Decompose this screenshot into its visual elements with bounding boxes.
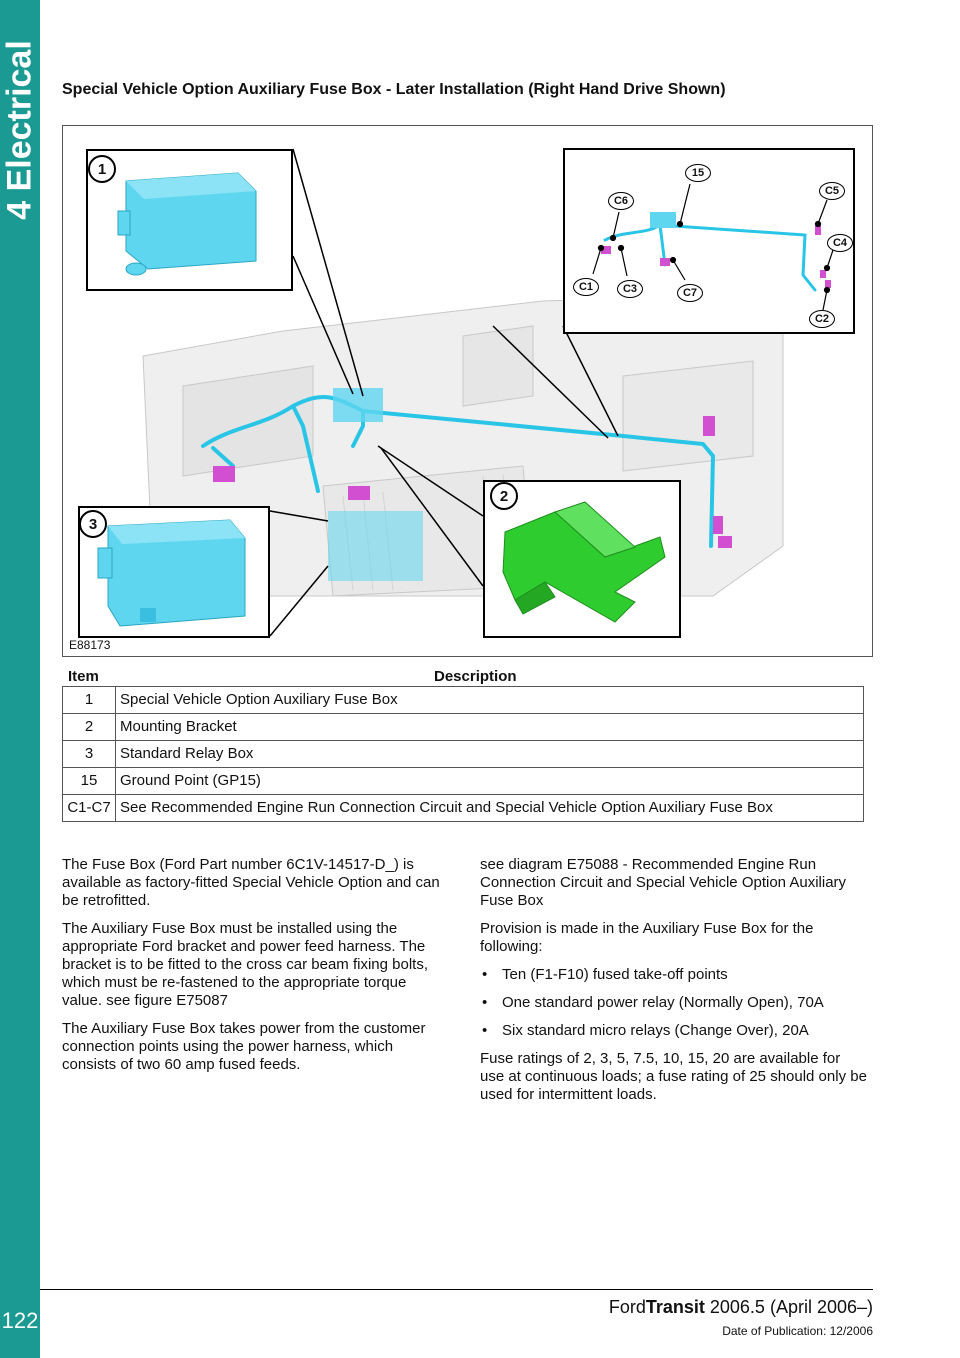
item-number: 1 (63, 687, 116, 714)
item-description: Standard Relay Box (116, 741, 864, 768)
connector-label-c4: C4 (827, 234, 853, 252)
item-number: 3 (63, 741, 116, 768)
section-title: 4 Electrical (0, 40, 39, 220)
body-paragraph: Provision is made in the Auxiliary Fuse Box for the following: (480, 920, 814, 955)
item-description: Special Vehicle Option Auxiliary Fuse Box (116, 687, 864, 714)
callout-1: 1 (88, 155, 116, 183)
footer-title (609, 1297, 873, 1318)
footer-divider (40, 1289, 873, 1290)
item-description: Ground Point (GP15) (116, 768, 864, 795)
connector-label-c6: C6 (608, 192, 634, 210)
item-description: See Recommended Engine Run Connection Circuit and Special Vehicle Option Auxiliary Fuse Box (116, 795, 864, 822)
body-paragraph: The Fuse Box (Ford Part number 6C1V-14517-D_) is available as factory-fitted Special Vehicle Option and can be retrofitted. (62, 856, 440, 909)
item-number: C1-C7 (63, 795, 116, 822)
section-tab (0, 0, 40, 1358)
table-row (63, 741, 864, 768)
list-item: • Ten (F1-F10) fused take-off points (480, 966, 868, 984)
connector-label-15: 15 (685, 164, 711, 182)
item-number: 15 (63, 768, 116, 795)
provision-list (480, 966, 868, 1040)
table-row (63, 795, 864, 822)
page-number: 122 (1, 1308, 39, 1333)
table-row (63, 687, 864, 714)
body-left-column (62, 856, 450, 1084)
table-row (63, 714, 864, 741)
callout-3: 3 (79, 510, 107, 538)
connector-label-c5: C5 (819, 182, 845, 200)
body-paragraph: see diagram E75088 - Recommended Engine Run Connection Circuit and Special Vehicle Option Auxiliary Fuse Box (480, 856, 847, 909)
figure-id: E88173 (69, 638, 111, 652)
publication-date: Date of Publication: 12/2006 (722, 1324, 873, 1338)
items-table (62, 686, 864, 822)
connector-label-c1: C1 (573, 278, 599, 296)
body-paragraph: The Auxiliary Fuse Box takes power from the customer connection points using the power harness, which consists of two 60 amp fused feeds. (62, 1020, 426, 1073)
connector-label-c3: C3 (617, 280, 643, 298)
body-paragraph: The Auxiliary Fuse Box must be installed using the appropriate Ford bracket and power feed harness. The bracket is to be fitted to the cross car beam fixing bolts, which must be re-fastened to the appropriate torque value. see figure E75087 (62, 920, 429, 1009)
footer-brand: Ford (608, 1297, 646, 1317)
figure-illustration (62, 125, 873, 657)
item-description: Mounting Bracket (116, 714, 864, 741)
list-item: • One standard power relay (Normally Open), 70A (480, 994, 868, 1012)
body-paragraph: Fuse ratings of 2, 3, 5, 7.5, 10, 15, 20 are available for use at continuous loads; a fuse rating of 25 should only be used for intermittent loads. (480, 1050, 867, 1103)
table-row (63, 768, 864, 795)
body-right-column (480, 856, 868, 1114)
footer-model: Transit (645, 1297, 705, 1317)
callout-2: 2 (490, 482, 518, 510)
connector-label-c7: C7 (677, 284, 703, 302)
footer-edition: 2006.5 (April 2006–) (704, 1297, 873, 1317)
fuse-box-image (88, 151, 291, 289)
connector-label-c2: C2 (809, 310, 835, 328)
inset-fuse-box (86, 149, 293, 291)
table-header (62, 668, 873, 686)
list-item: • Six standard micro relays (Change Over), 20A (480, 1022, 868, 1040)
column-header-description: Description (434, 668, 517, 685)
figure-heading: Special Vehicle Option Auxiliary Fuse Box - Later Installation (Right Hand Drive Shown) (62, 81, 726, 98)
column-header-item: Item (68, 668, 99, 685)
item-number: 2 (63, 714, 116, 741)
relay-box-image (80, 508, 268, 636)
